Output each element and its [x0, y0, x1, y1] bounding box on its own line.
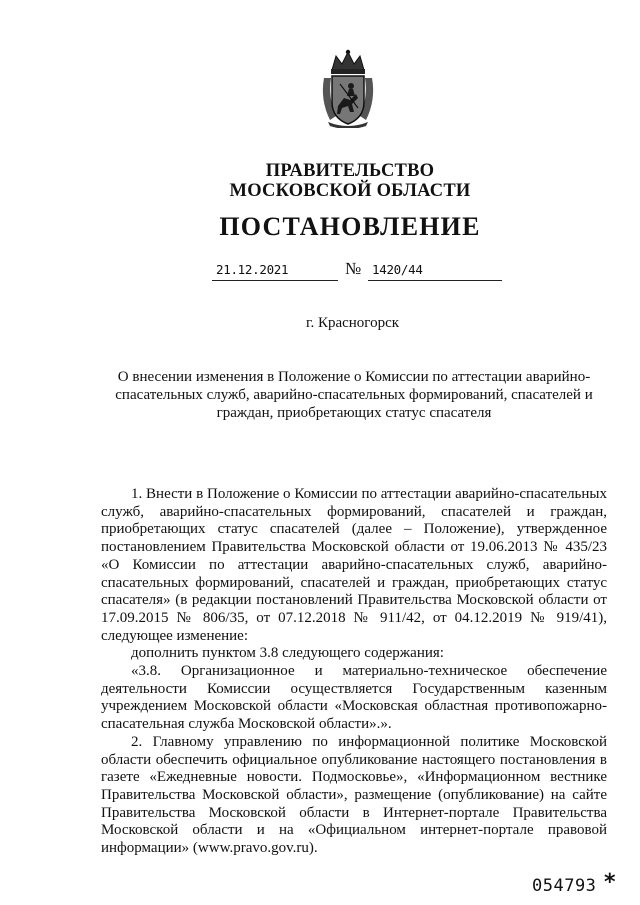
document-date: 21.12.2021 — [216, 262, 289, 277]
government-name-line-2: МОСКОВСКОЙ ОБЛАСТИ — [229, 181, 471, 201]
serial-mark: * — [604, 870, 616, 895]
coat-of-arms-svg — [318, 48, 378, 128]
government-name-line-1: ПРАВИТЕЛЬСТВО — [265, 161, 435, 181]
document-type-heading: ПОСТАНОВЛЕНИЕ — [219, 212, 481, 241]
body-paragraph-1: 1. Внести в Положение о Комиссии по аттестации аварийно-спасательных служб, аварийно-спасательных формирований, спасателей и граждан, приобретающих статус спасателей (далее – Положение), утвержденное постановлением Правительства Московской области от 19.06.2013 № 435/23 «О Комиссии по аттестации аварийно-спасательных служб, аварийно-спасательных формирований, спасателей и граждан, приобретающих статус спасателя» (в редакции постановлений Правительства Московской области от 17.09.2015 № 806/35, от 07.12.2018 № 911/42, от 04.12.2019 № 919/41), следующее изменение: — [101, 486, 607, 644]
number-underline — [368, 280, 502, 281]
place-of-issue: г. Красногорск — [306, 315, 400, 331]
body-paragraph-4: 2. Главному управлению по информационной политике Московской области обеспечить официальное опубликование настоящего постановления в газете «Ежедневные новости. Подмосковье», «Информационном вестнике Правительства Московской области», размещение (опубликование) на сайте Правительства Московской области в Интернет-портале Правительства Московской области и на «Официальном интернет-портале правовой информации» (www.pravo.gov.ru). — [101, 733, 607, 857]
number-sign: № — [345, 259, 362, 278]
registration-line — [212, 259, 502, 283]
body-paragraph-3: «3.8. Организационное и материально-техническое обеспечение деятельности Комиссии осуществляется Государственным казенным учреждением Московской области «Московская областная противопожарно-спасательная служба Московской области».». — [101, 663, 607, 733]
serial-number: 054793 — [532, 876, 597, 896]
coat-of-arms-icon — [318, 48, 378, 128]
document-title: О внесении изменения в Положение о Комиссии по аттестации аварийно-спасательных служб, аварийно-спасательных формирований, спасателей и граждан, приобретающих статус спасателя — [115, 369, 593, 421]
body-paragraph-2: дополнить пунктом 3.8 следующего содержания: — [131, 645, 444, 662]
date-underline — [212, 280, 338, 281]
document-number: 1420/44 — [372, 262, 423, 277]
document-body — [101, 486, 607, 858]
